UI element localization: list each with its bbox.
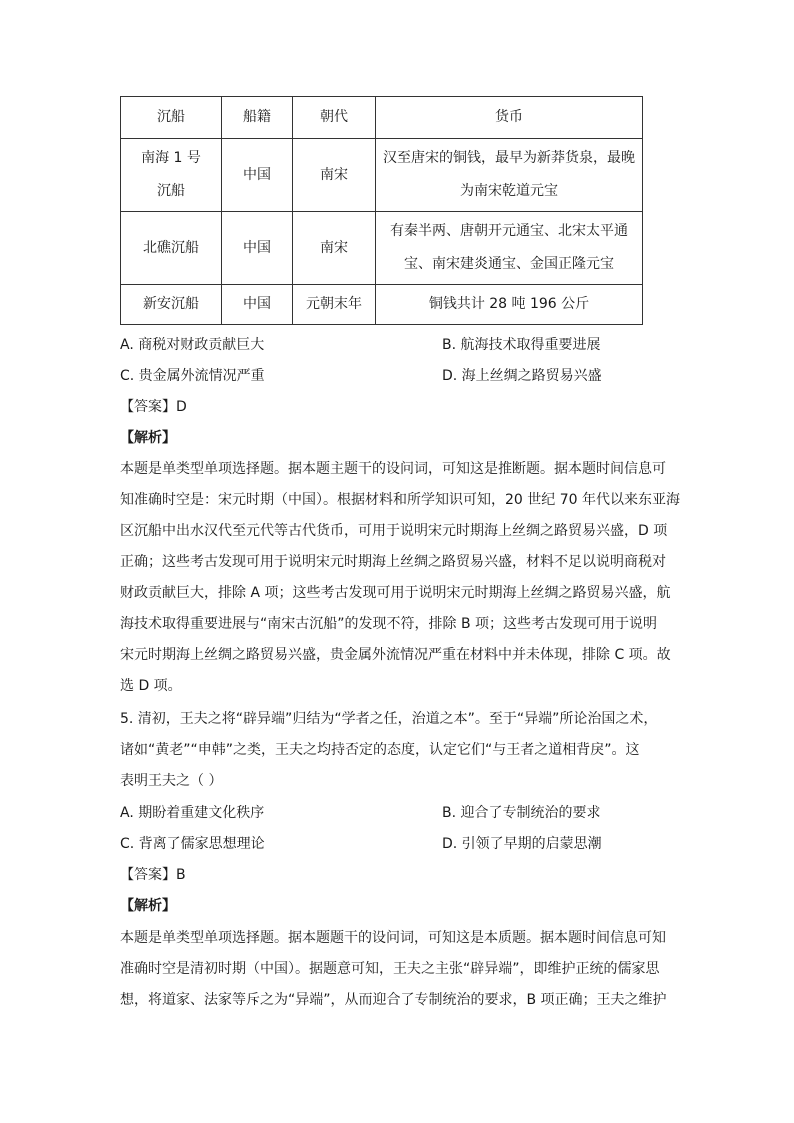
answer-label: 【答案】B <box>120 867 186 883</box>
table-cell-dynasty: 元朝末年 <box>293 285 376 325</box>
table-cell-dynasty: 南宋 <box>293 139 376 212</box>
analysis-line: 财政贡献巨大，排除 A 项；这些考古发现可用于说明宋元时期海上丝绸之路贸易兴盛，航 <box>120 585 671 601</box>
cell-line: 南海 1 号 <box>141 150 201 166</box>
shipwreck-coin-table <box>120 96 643 325</box>
table-cell-currency: 铜钱共计 28 吨 196 公斤 <box>376 285 643 325</box>
cell-line: 沉船 <box>157 183 185 199</box>
table-cell-ship: 新安沉船 <box>121 285 222 325</box>
table-cell-currency <box>376 212 643 285</box>
table-cell-registry: 中国 <box>222 285 293 325</box>
table-row <box>121 212 643 285</box>
analysis-line: 区沉船中出水汉代至元代等古代货币，可用于说明宋元时期海上丝绸之路贸易兴盛，D 项 <box>120 523 668 539</box>
cell-line: 宝、南宋建炎通宝、金国正隆元宝 <box>404 256 614 272</box>
table-header-cell: 货币 <box>376 97 643 139</box>
table-cell-ship: 北礁沉船 <box>121 212 222 285</box>
table-cell-registry: 中国 <box>222 139 293 212</box>
table-cell-dynasty: 南宋 <box>293 212 376 285</box>
question-stem-line: 5. 清初，王夫之将“辟异端”归结为“学者之任，治道之本”。至于“异端”所论治国之术， <box>120 711 658 727</box>
analysis-line: 准确时空是清初时期（中国）。据题意可知，王夫之主张“辟异端”，即维护正统的儒家思 <box>120 961 660 977</box>
option-b: B. 航海技术取得重要进展 <box>442 337 601 353</box>
option-d: D. 引领了早期的启蒙思潮 <box>442 836 602 852</box>
analysis-line: 想，将道家、法家等斥之为“异端”，从而迎合了专制统治的要求，B 项正确；王夫之维护 <box>120 992 667 1008</box>
option-d: D. 海上丝绸之路贸易兴盛 <box>442 368 602 384</box>
analysis-line: 本题是单类型单项选择题。据本题主题干的设问词，可知这是推断题。据本题时间信息可 <box>120 461 666 477</box>
option-a: A. 期盼着重建文化秩序 <box>120 805 265 821</box>
option-c: C. 贵金属外流情况严重 <box>120 368 265 384</box>
table-header-cell: 朝代 <box>293 97 376 139</box>
option-c: C. 背离了儒家思想理论 <box>120 836 265 852</box>
option-b: B. 迎合了专制统治的要求 <box>442 805 601 821</box>
analysis-line: 海技术取得重要进展与“南宋古沉船”的发现不符，排除 B 项；这些考古发现可用于说明 <box>120 616 658 632</box>
table-cell-registry: 中国 <box>222 212 293 285</box>
table-header-row <box>121 97 643 139</box>
analysis-line: 本题是单类型单项选择题。据本题题干的设问词，可知这是本质题。据本题时间信息可知 <box>120 930 666 946</box>
analysis-heading: 【解析】 <box>120 898 176 914</box>
cell-line: 有秦半两、唐朝开元通宝、北宋太平通 <box>390 223 628 239</box>
analysis-heading: 【解析】 <box>120 430 176 446</box>
question-stem-line: 诸如“黄老”“申韩”之类，王夫之均持否定的态度，认定它们“与王者之道相背戾”。这 <box>120 742 640 758</box>
analysis-line: 知准确时空是：宋元时期（中国）。根据材料和所学知识可知，20 世纪 70 年代以来东亚海 <box>120 492 680 508</box>
analysis-line: 选 D 项。 <box>120 678 182 694</box>
cell-line: 为南宋乾道元宝 <box>460 183 558 199</box>
table-cell-ship <box>121 139 222 212</box>
option-a: A. 商税对财政贡献巨大 <box>120 337 265 353</box>
analysis-line: 宋元时期海上丝绸之路贸易兴盛，贵金属外流情况严重在材料中并未体现，排除 C 项。故 <box>120 647 671 663</box>
analysis-line: 正确；这些考古发现可用于说明宋元时期海上丝绸之路贸易兴盛，材料不足以说明商税对 <box>120 554 666 570</box>
table-row <box>121 139 643 212</box>
question-stem-line: 表明王夫之（ ） <box>120 773 223 789</box>
answer-label: 【答案】D <box>120 399 187 415</box>
cell-line: 汉至唐宋的铜钱，最早为新莽货泉，最晚 <box>383 150 635 166</box>
table-cell-currency <box>376 139 643 212</box>
table-row <box>121 285 643 325</box>
table-header-cell: 沉船 <box>121 97 222 139</box>
table-header-cell: 船籍 <box>222 97 293 139</box>
